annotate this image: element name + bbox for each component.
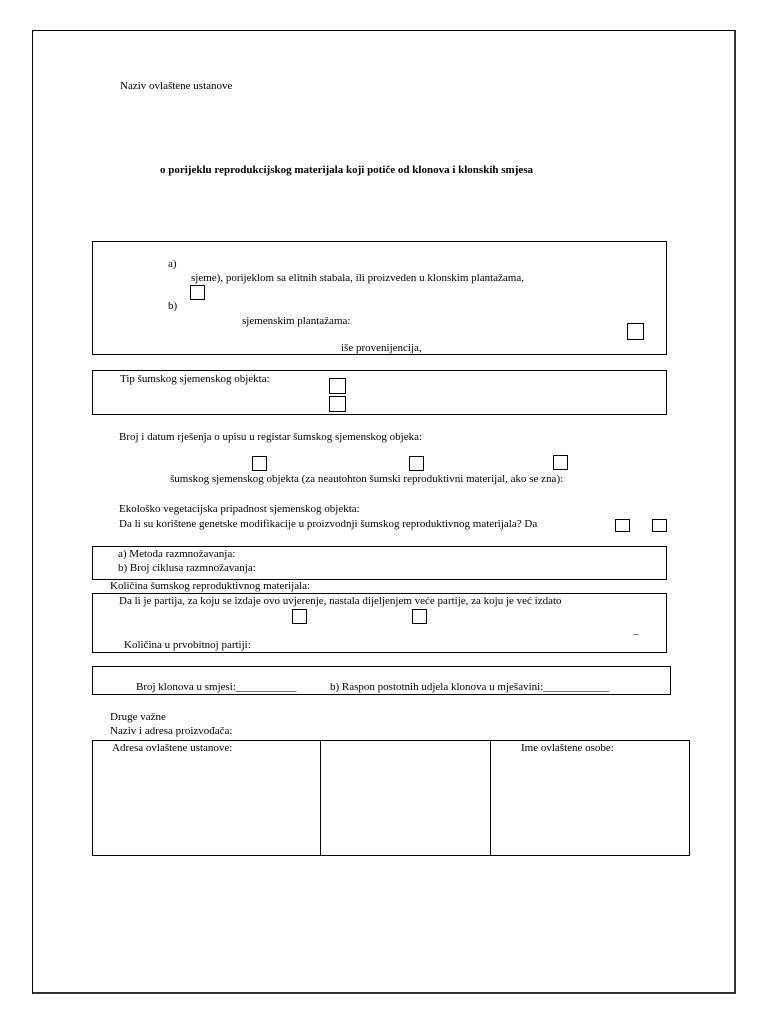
option-a-marker: a) (168, 258, 177, 270)
original-quantity-label: Količina u prvobitnoj partiji: (124, 639, 251, 651)
gm-question: Da li su korištene genetske modifikacije u proizvodnji šumskog reproduktivnog materijala? Da (119, 518, 538, 530)
clone-share-label: b) Raspon postotnih udjela klonova u mješavini:____________ (330, 681, 610, 693)
option-a-text: sjeme), porijeklom sa elitnih stabala, ili proizveden u klonskim plantažama, (191, 272, 524, 284)
institution-label: Naziv ovlaštene ustanove (120, 80, 233, 92)
origin-box (92, 241, 667, 355)
type-checkbox-1[interactable] (329, 378, 346, 394)
partition-no-checkbox[interactable] (412, 609, 427, 624)
table-cell-1 (93, 741, 321, 855)
registry-checkbox-1[interactable] (252, 456, 267, 471)
type-checkbox-2[interactable] (329, 396, 346, 412)
registry-checkbox-3[interactable] (553, 455, 568, 470)
gm-no-checkbox[interactable] (652, 519, 667, 532)
col1-header: Adresa ovlaštene ustanove: (112, 742, 233, 754)
option-b-marker: b) (168, 300, 178, 312)
option-a-checkbox[interactable] (190, 285, 205, 300)
cycles-label: b) Broj ciklusa razmnožavanja: (118, 562, 256, 574)
decision-label: Broj i datum rješenja o upisu u registar šumskog sjemenskog objeka: (119, 431, 423, 443)
option-b-checkbox[interactable] (627, 323, 644, 340)
other-label: Druge važne (110, 711, 166, 723)
dash-mark: – (633, 628, 639, 640)
quantity-label: Količina šumskog reproduktivnog materijala: (110, 580, 311, 592)
document-title: o porijeklu reprodukcijskog materijala koji potiče od klonova i klonskih smjesa (160, 164, 534, 176)
producer-label: Naziv i adresa proizvođača: (110, 725, 233, 737)
method-label: a) Metoda razmnožavanja: (118, 548, 236, 560)
ecological-label: Ekološko vegetacijska pripadnost sjemenskog objekta: (119, 503, 360, 515)
option-b-text: sjemenskim plantažama: (242, 315, 351, 327)
registry-checkbox-2[interactable] (409, 456, 424, 471)
partition-question: Da li je partija, za koju se izdaje ovo uvjerenje, nastala dijeljenjem veće partije, za koju je već izdato (119, 595, 562, 607)
gm-yes-checkbox[interactable] (615, 519, 630, 532)
partition-yes-checkbox[interactable] (292, 609, 307, 624)
table-cell-2 (320, 741, 491, 855)
object-label: šumskog sjemenskog objekta (za neautohton šumski reproduktivni materijal, ako se zna): (170, 473, 564, 485)
signature-table (92, 740, 690, 856)
col3-header: Ime ovlaštene osobe: (521, 742, 614, 754)
type-label: Tip šumskog sjemenskog objekta: (120, 373, 270, 385)
option-b-text-2: iše provenijencija, (341, 342, 422, 354)
clone-count-label: Broj klonova u smjesi:___________ (136, 681, 297, 693)
